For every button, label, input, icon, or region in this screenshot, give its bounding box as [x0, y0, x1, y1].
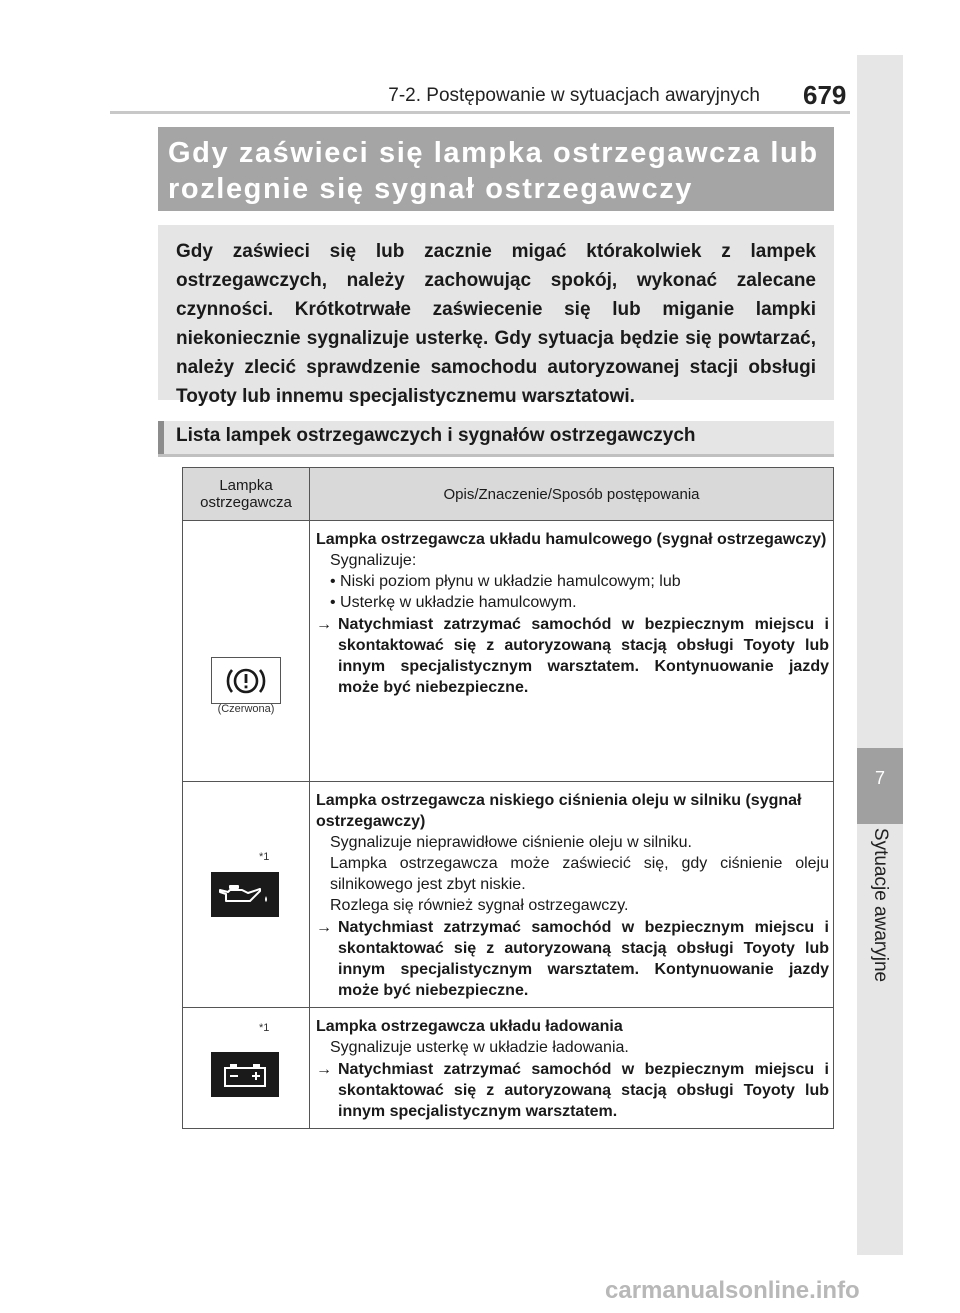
warning-lamp-table: [182, 467, 834, 1129]
description-line: Sygnalizuje nieprawidłowe ciśnienie oleju w silniku.: [330, 834, 692, 851]
lamp-title: Lampka ostrzegawcza układu ładowania: [316, 1018, 623, 1035]
lamp-cell-battery: [183, 1008, 310, 1129]
table-row: [183, 1008, 834, 1129]
intro-text: Gdy zaświeci się lub zacznie migać którakolwiek z lampek ostrzegawczych, należy zachowując spokój, wykonać zalecane czynności. Krótkotrwałe zaświecenie się lub miganie lampki niekoniecznie sygnalizuje usterkę. Gdy sytuacja będzie się powtarzać, należy zlecić sprawdzenie samochodu autoryzowanej stacji obsługi Toyoty lub innemu specjalistycznemu warsztatowi.: [176, 241, 816, 407]
battery-charge-icon: [211, 1052, 279, 1097]
lamp-cell-brake: [183, 521, 310, 782]
description-line: Lampka ostrzegawcza może zaświecić się, gdy ciśnienie oleju silnikowego jest zbyt niskie.: [330, 855, 829, 893]
lamp-title: Lampka ostrzegawcza niskiego ciśnienia oleju w silniku (sygnał ostrzegawczy): [316, 792, 802, 830]
chapter-label: Sytuacje awaryjne: [870, 827, 891, 983]
description-line: Sygnalizuje usterkę w układzie ładowania.: [330, 1039, 629, 1056]
page-title-line-2: rozlegnie się sygnał ostrzegawczy: [168, 173, 694, 205]
action-text: Natychmiast zatrzymać samochód w bezpiecznym miejscu i skontaktować się z autoryzowaną stacją obsługi Toyoty lub innym specjalistycznym warsztatem.: [338, 1061, 829, 1120]
header-divider: [110, 111, 850, 114]
page-number: 679: [803, 80, 847, 110]
lamp-color-caption: (Czerwona): [217, 703, 275, 715]
brake-warning-icon: [211, 657, 281, 704]
watermark: carmanualsonline.info: [605, 1277, 860, 1304]
action-text: Natychmiast zatrzymać samochód w bezpiecznym miejscu i skontaktować się z autoryzowaną stacją obsługi Toyoty lub innym specjalistycznym warsztatem. Kontynuowanie jazdy może być niebezpieczne.: [338, 919, 829, 999]
side-tab: [857, 55, 903, 1255]
chapter-number: 7: [874, 768, 885, 788]
description-bullet: • Usterkę w układzie hamulcowym.: [330, 594, 577, 611]
action-text: Natychmiast zatrzymać samochód w bezpiecznym miejscu i skontaktować się z autoryzowaną stacją obsługi Toyoty lub innym specjalistycznym warsztatem. Kontynuowanie jazdy może być niebezpieczne.: [338, 616, 829, 696]
page-title-box: [158, 127, 834, 211]
arrow-icon: →: [316, 919, 332, 936]
intro-box: [158, 225, 834, 407]
oil-pressure-icon: [211, 872, 279, 917]
description-cell-brake: [310, 521, 834, 782]
page-title-line-1: Gdy zaświeci się lampka ostrzegawcza lub: [168, 137, 819, 169]
action-instruction: [316, 614, 829, 698]
column-header-lamp-line-2: ostrzegawcza: [200, 494, 292, 511]
description-cell-battery: [310, 1008, 834, 1129]
description-line: Sygnalizuje:: [330, 552, 417, 569]
table-row: [183, 782, 834, 1008]
arrow-icon: →: [316, 616, 332, 633]
table-row: [183, 521, 834, 782]
footnote-marker: *1: [259, 1022, 270, 1034]
description-cell-oil: [310, 782, 834, 1008]
arrow-icon: →: [316, 1061, 332, 1078]
column-header-description: Opis/Znaczenie/Sposób postępowania: [310, 468, 834, 521]
description-bullet: • Niski poziom płynu w układzie hamulcowym; lub: [330, 573, 681, 590]
column-header-lamp-line-1: Lampka: [219, 477, 273, 494]
description-line: Rozlega się również sygnał ostrzegawczy.: [330, 897, 629, 914]
lamp-title: Lampka ostrzegawcza układu hamulcowego (sygnał ostrzegawczy): [316, 531, 827, 548]
column-header-lamp: [183, 468, 310, 521]
action-instruction: [316, 917, 829, 1001]
action-instruction: [316, 1059, 829, 1122]
lamp-cell-oil: [183, 782, 310, 1008]
table-header-row: [183, 468, 834, 521]
section-heading: Lista lampek ostrzegawczych i sygnałów ostrzegawczych: [158, 421, 834, 457]
footnote-marker: *1: [259, 851, 270, 863]
header-section-title: 7-2. Postępowanie w sytuacjach awaryjnych: [388, 85, 760, 106]
